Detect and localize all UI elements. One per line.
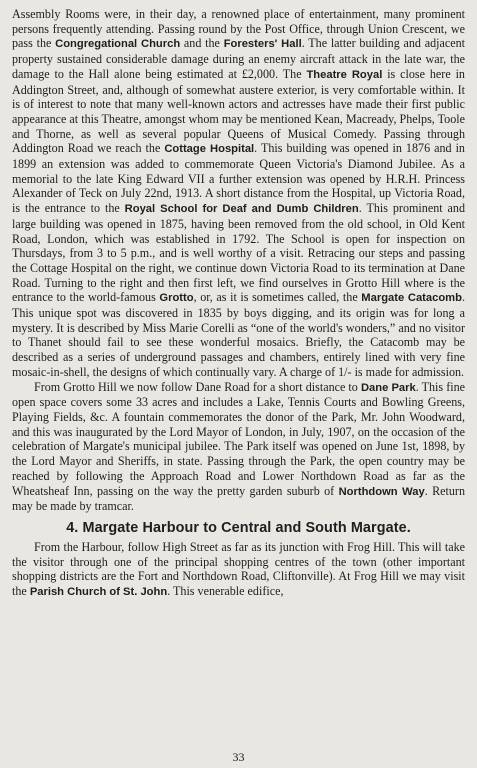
text-run: , or, as it is sometimes called, the [193,290,362,305]
text-run: From Grotto Hill we now follow Dane Road for a short distance to [34,379,361,394]
text-run: . This fine open space covers some 33 acres and includes a Lake, Tennis Courts and Bowling Greens, Playing Fields, &c. A fountain commemorates the donor of the Park, Mr. John Woodward, and this was inaugurated by the Lord Mayor of London, in July, 1907, on the occasion of the celebration of Margate's municipal jubilee. The Park itself was opened on June 1st, 1898, by the Lord Mayor and Sheriffs, in state. Passing through the Park, the open country may be reached by following the Approach Road and Lower Northdown Road as far as the Wheatsheaf Inn, passing on the way the pretty garden suburb of [12,379,466,498]
place-name: Northdown Way [338,485,425,498]
text-run: . This prominent and large building was opened in 1875, having been removed from the old school, in Old Kent Road, London, which was established in 1792. The School is open for inspection on Thursdays, from 3 to 5 p.m., and is well worthy of a visit. Retracing our steps and passing the Cottage Hospital on the right, we continue down Victoria Road to its termination at Dane Road. Turning to the right and then first left, we find ourselves in Grotto Hill where is the entrance to the world-famous [12,201,465,305]
place-name: Cottage Hospital [164,143,255,156]
place-name: Royal School for Deaf and Dumb Children [124,203,359,216]
text-run: . The latter building and adjacent property sustained considerable damage during an enemy aircraft attack in the late war, the damage to the Hall alone being estimated at £2,000. The [12,36,465,81]
body-paragraph-2 [12,380,465,514]
text-run: and the [180,36,224,51]
place-name: Parish Church of St. John [29,586,168,599]
text-run: . This building was opened in 1876 and in 1899 an extension was added to commemorate Queen Victoria's Diamond Jubilee. As a memorial to the late King Edward VII a further extension was opened by H.R.H. Princess Alexander of Teck on July 22nd, 1913. A short distance from the Hospital, up Victoria Road, is the entrance to the [12,141,465,216]
text-run: . This venerable edifice, [167,584,284,599]
text-run: . This unique spot was discovered in 1835 by boys digging, and its origin was for long a mystery. It is described by Miss Marie Corelli as “one of the world's wonders,” and no visitor to Thanet should fail to see these wonderful mosaics. Briefly, the Catacomb may be described as a series of underground passages and chambers, entirely lined with very fine mosaic-in-shell, the designs of which continually vary. A charge of 1/- is made for admission. [12,290,465,379]
place-name: Margate Catacomb [361,292,462,305]
section-heading: 4. Margate Harbour to Central and South Margate. [66,519,411,536]
body-paragraph-1 [12,7,465,380]
body-paragraph-3 [12,540,465,600]
place-name: Grotto [159,292,194,305]
place-name: Foresters' Hall [223,38,302,51]
place-name: Congregational Church [55,38,181,51]
text-run: is close here in Addington Street, and, although of somewhat austere exterior, is very comfortable within. It is of interest to note that many well-known actors and actresses have made their first public appearance at this Theatre, amongst whom may be mentioned Kean, Macready, Phelps, Toole and Thorne, as well as several popular Queens of Musical Comedy. Passing through Addington Road we reach the [12,66,465,156]
text-run: Assembly Rooms were, in their day, a renowned place of entertainment, many prominent persons frequently attending. Passing round by the Post Office, through Union Crescent, we pass the [12,7,465,51]
page-number: 33 [232,750,245,764]
place-name: Dane Park [360,381,416,394]
place-name: Theatre Royal [306,68,383,81]
text-run: From the Harbour, follow High Street as far as its junction with Frog Hill. This will take the visitor through one of the principal shopping centres of the town (other important shopping districts are the Fort and Northdown Road, Cliftonville). At Frog Hill we may visit the [12,539,465,599]
text-run: . Return may be made by tramcar. [12,483,466,514]
